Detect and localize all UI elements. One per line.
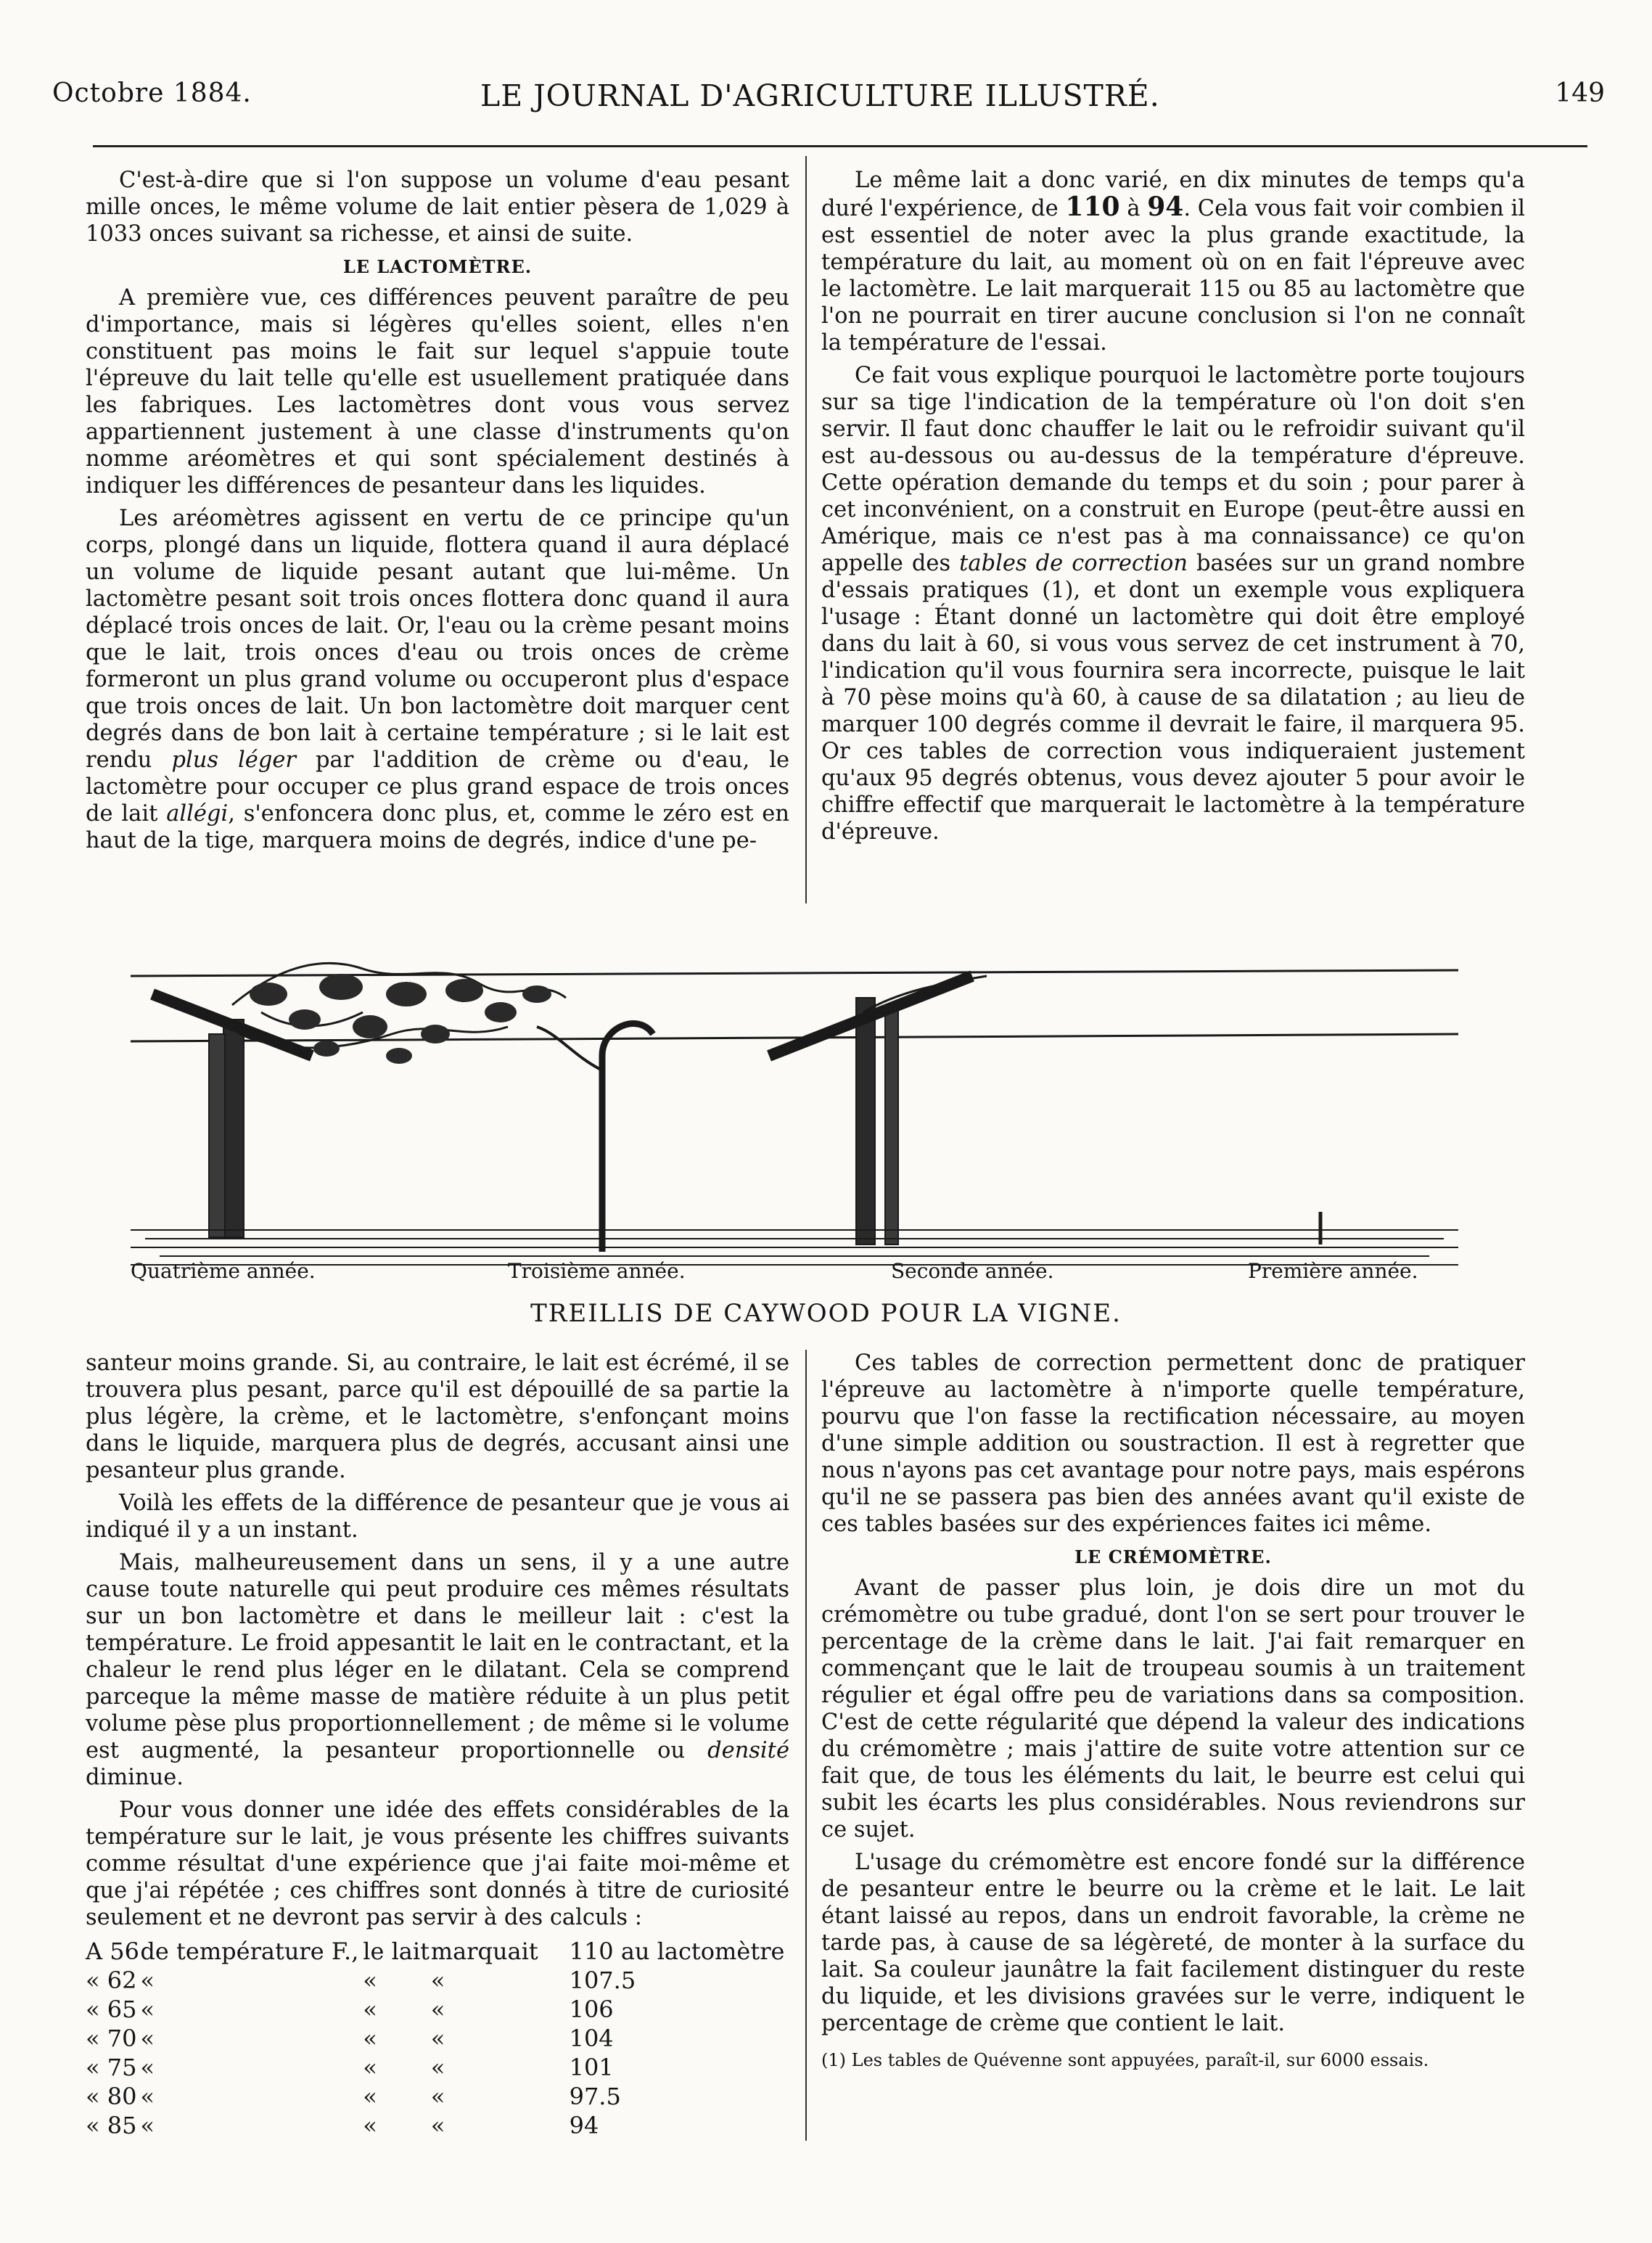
table-row bbox=[86, 2053, 789, 2082]
table-cell: 107.5 bbox=[569, 1967, 636, 1994]
paragraph: Ce fait vous explique pourquoi le lactomètre porte toujours sur sa tige l'indication de la température où l'on doit s'en servir. Il faut donc chauffer le lait ou le refroidir suivant qu'il est au-dessous ou au-dessus de la température d'épreuve. Cette opération demande du temps et du soin ; pour parer à cet inconvénient, on a construit en Europe (peut-être aussi en Amérique, mais ce n'est pas à ma connaissance) ce qu'on appelle des tables de correction basées sur un grand nombre d'essais pratiques (1), et dont un exemple vous expliquera l'usage : Étant donné un lactomètre qui doit être employé dans du lait à 60, si vous vous servez de cet instrument à 70, l'indication qu'il vous fournira sera incorrecte, puisque le lait à 70 pèse moins qu'à 60, à cause de sa dilatation ; au lieu de marquer 100 degrés comme il devrait le faire, il marquera 95. Or ces tables de correction vous indiqueraient justement qu'aux 95 degrés obtenus, vous devez ajouter 5 pour avoir le chiffre effectif que marquerait le lactomètre à la température d'épreuve. bbox=[821, 363, 1525, 845]
column-divider bbox=[805, 1350, 807, 2141]
table-cell: de température F., bbox=[140, 1937, 359, 1965]
table-cell: 110 au lactomètre bbox=[569, 1937, 785, 1965]
caption-second-year: Seconde année. bbox=[891, 1259, 1054, 1283]
table-cell: « bbox=[430, 2112, 445, 2139]
caption-fourth-year: Quatrième année. bbox=[131, 1259, 316, 1283]
caption-third-year: Troisième année. bbox=[508, 1259, 686, 1283]
table-cell: « bbox=[363, 2054, 377, 2081]
table-cell: « bbox=[140, 2083, 155, 2110]
section-heading: LE LACTOMÈTRE. bbox=[342, 256, 533, 277]
emphasis: tables de correction bbox=[959, 551, 1188, 576]
paragraph: santeur moins grande. Si, au contraire, le lait est écrémé, il se trouvera plus pesant, parce qu'il est dépouillé de sa partie la plus légère, la crème, et le lactomètre, s'enfonçant moins dans le liquide, marquera plus de degrés, accusant ainsi une pesanteur plus grande. bbox=[86, 1350, 789, 1483]
table-cell: « bbox=[363, 1967, 377, 1994]
paragraph: Avant de passer plus loin, je dois dire un mot du crémomètre ou tube gradué, dont l'on se sert pour trouver le percentage de la crème dans le lait. J'ai fait remarquer en commençant que le lait de troupeau soumis à un traitement régulier et égal offre peu de variations dans sa composition. C'est de cette régularité que dépend la valeur des indications du crémomètre ; mais j'attire de suite votre attention sur ce fait que, de tous les éléments du lait, le beurre est celui qui subit les écarts les plus considérables. Nous reviendrons sur ce sujet. bbox=[821, 1575, 1525, 1842]
emphasis: densité bbox=[707, 1738, 789, 1763]
issue-date: Octobre 1884. bbox=[52, 78, 252, 108]
table-cell: « bbox=[363, 2083, 377, 2110]
table-cell: « bbox=[430, 1996, 445, 2023]
paragraph: Pour vous donner une idée des effets considérables de la température sur le lait, je vous présente les chiffres suivants comme résultat d'une expérience que j'ai faite moi-même et que j'ai répétée ; ces chiffres sont donnés à titre de curiosité seulement et ne devront pas servir à des calculs : bbox=[86, 1797, 789, 1930]
caption-first-year: Première année. bbox=[1248, 1259, 1418, 1283]
table-cell: « bbox=[140, 1996, 155, 2023]
table-cell: « 70 bbox=[86, 2025, 137, 2052]
figure-title: TREILLIS DE CAYWOOD POUR LA VIGNE. bbox=[530, 1299, 1122, 1328]
table-cell: « 80 bbox=[86, 2083, 137, 2110]
paragraph: Mais, malheureusement dans un sens, il y a une autre cause toute naturelle qui peut produire ces mêmes résultats sur un bon lactomètre et dans le meilleur lait : c'est la température. Le froid appesantit le lait en le contractant, et la chaleur le rend plus léger en le dilatant. Cela se comprend parceque la même masse de matière réduite à un plus petit volume pèse plus proportionnellement ; de même si le volume est augmenté, la pesanteur proportionnelle ou densité diminue. bbox=[86, 1550, 789, 1790]
column-right-bottom bbox=[821, 1350, 1525, 2080]
table-cell: marquait bbox=[430, 1937, 538, 1965]
table-cell: A 56 bbox=[86, 1937, 139, 1965]
table-cell: « bbox=[140, 2112, 155, 2139]
table-cell: « bbox=[363, 2025, 377, 2052]
table-cell: « 85 bbox=[86, 2112, 137, 2139]
footnote: (1) Les tables de Quévenne sont appuyées, paraît-il, sur 6000 essais. bbox=[821, 2050, 1429, 2070]
table-cell: 104 bbox=[569, 2025, 614, 2052]
page-number: 149 bbox=[1555, 78, 1605, 108]
table-row bbox=[86, 1937, 789, 1966]
table-cell: « bbox=[140, 2025, 155, 2052]
paragraph: A première vue, ces différences peuvent paraître de peu d'importance, mais si légères qu'elles soient, elles n'en constituent pas moins le fait sur lequel s'appuie toute l'épreuve du lait telle qu'elle est usuellement pratiquée dans les fabriques. Les lactomètres dont vous vous servez appartiennent justement à une classe d'instruments qu'on nomme aréomètres et qui sont spécialement destinés à indiquer les différences de pesanteur dans les liquides. bbox=[86, 285, 789, 499]
paragraph: Voilà les effets de la différence de pesanteur que je vous ai indiqué il y a un instant. bbox=[86, 1490, 789, 1543]
table-cell: « bbox=[140, 2054, 155, 2081]
temperature-table bbox=[86, 1937, 789, 2140]
column-left-top bbox=[86, 167, 789, 860]
table-cell: « 65 bbox=[86, 1996, 137, 2023]
column-left-bottom bbox=[86, 1350, 789, 2140]
table-cell: « bbox=[430, 1967, 445, 1994]
page-header bbox=[52, 78, 1605, 122]
section-heading: LE CRÉMOMÈTRE. bbox=[1074, 1546, 1272, 1567]
journal-title: LE JOURNAL D'AGRICULTURE ILLUSTRÉ. bbox=[480, 78, 1160, 113]
paragraph: Les aréomètres agissent en vertu de ce principe qu'un corps, plongé dans un liquide, flottera quand il aura déplacé un volume de liquide pesant autant que lui-même. Un lactomètre pesant soit trois onces flottera donc quand il aura déplacé trois onces de lait. Or, l'eau ou la crème pesant moins que le lait, trois onces d'eau ou trois onces de crème formeront un plus grand volume ou occuperont plus d'espace que trois onces de lait. Un bon lactomètre doit marquer cent degrés dans de bon lait à certaine température ; si le lait est rendu plus léger par l'addition de crème ou d'eau, le lactomètre pour occuper ce plus grand espace de trois onces de lait allégi, s'enfoncera donc plus, et, comme le zéro est en haut de la tige, marquera moins de degrés, indice d'une pe- bbox=[86, 506, 790, 853]
trellis-illustration bbox=[131, 925, 1458, 1274]
table-row bbox=[86, 2082, 789, 2111]
table-cell: « bbox=[430, 2025, 445, 2052]
paragraph: L'usage du crémomètre est encore fondé sur la différence de pesanteur entre le beurre ou la crème et le lait. Le lait étant laissé au repos, dans un endroit favorable, la crème ne tarde pas, à cause de sa légèreté, de monter à la surface du lait. Sa couleur jaunâtre la fait facilement distinguer du reste du liquide, et les divisions gravées sur le verre, indiquent le percentage de crème que contient le lait. bbox=[821, 1850, 1525, 2036]
table-cell: 106 bbox=[569, 1996, 614, 2023]
table-cell: « 62 bbox=[86, 1967, 137, 1994]
table-cell: 97.5 bbox=[569, 2083, 621, 2110]
table-cell: 101 bbox=[569, 2054, 614, 2081]
table-cell: le lait bbox=[363, 1937, 430, 1965]
table-row bbox=[86, 2024, 789, 2053]
emphasis: allégi bbox=[166, 801, 229, 827]
paragraph: Le même lait a donc varié, en dix minutes de temps qu'a duré l'expérience, de 110 à 94. Cela vous fait voir combien il est essentiel de noter avec la plus grande exactitude, la température du lait, au moment où on en fait l'épreuve avec le lactomètre. Le lait marquerait 115 ou 85 au lactomètre que l'on ne pourrait en tirer aucune conclusion si l'on ne connaît la température de l'essai. bbox=[821, 168, 1525, 356]
table-cell: 94 bbox=[569, 2112, 599, 2139]
emphasis: plus léger bbox=[171, 747, 296, 773]
table-row bbox=[86, 1966, 789, 1995]
paragraph: Ces tables de correction permettent donc de pratiquer l'épreuve au lactomètre à n'importe quelle température, pourvu que l'on fasse la rectification nécessaire, au moyen d'une simple addition ou soustraction. Il est à regretter que nous n'ayons pas cet avantage pour notre pays, mais espérons qu'il ne se passera pas bien des années avant qu'il existe de ces tables basées sur des expériences faites ici même. bbox=[821, 1350, 1525, 1537]
bold-value: 110 bbox=[1065, 192, 1120, 222]
table-cell: « bbox=[363, 1996, 377, 2023]
table-cell: « bbox=[363, 2112, 377, 2139]
table-row bbox=[86, 2111, 789, 2140]
bold-value: 94 bbox=[1147, 192, 1184, 222]
table-cell: « 75 bbox=[86, 2054, 137, 2081]
table-row bbox=[86, 1995, 789, 2024]
column-divider bbox=[805, 156, 807, 903]
table-cell: « bbox=[430, 2054, 445, 2081]
column-right-top bbox=[821, 167, 1525, 851]
paragraph: C'est-à-dire que si l'on suppose un volume d'eau pesant mille onces, le même volume de lait entier pèsera de 1,029 à 1033 onces suivant sa richesse, et ainsi de suite. bbox=[86, 168, 789, 247]
table-cell: « bbox=[430, 2083, 445, 2110]
header-rule bbox=[93, 145, 1587, 147]
table-cell: « bbox=[140, 1967, 155, 1994]
